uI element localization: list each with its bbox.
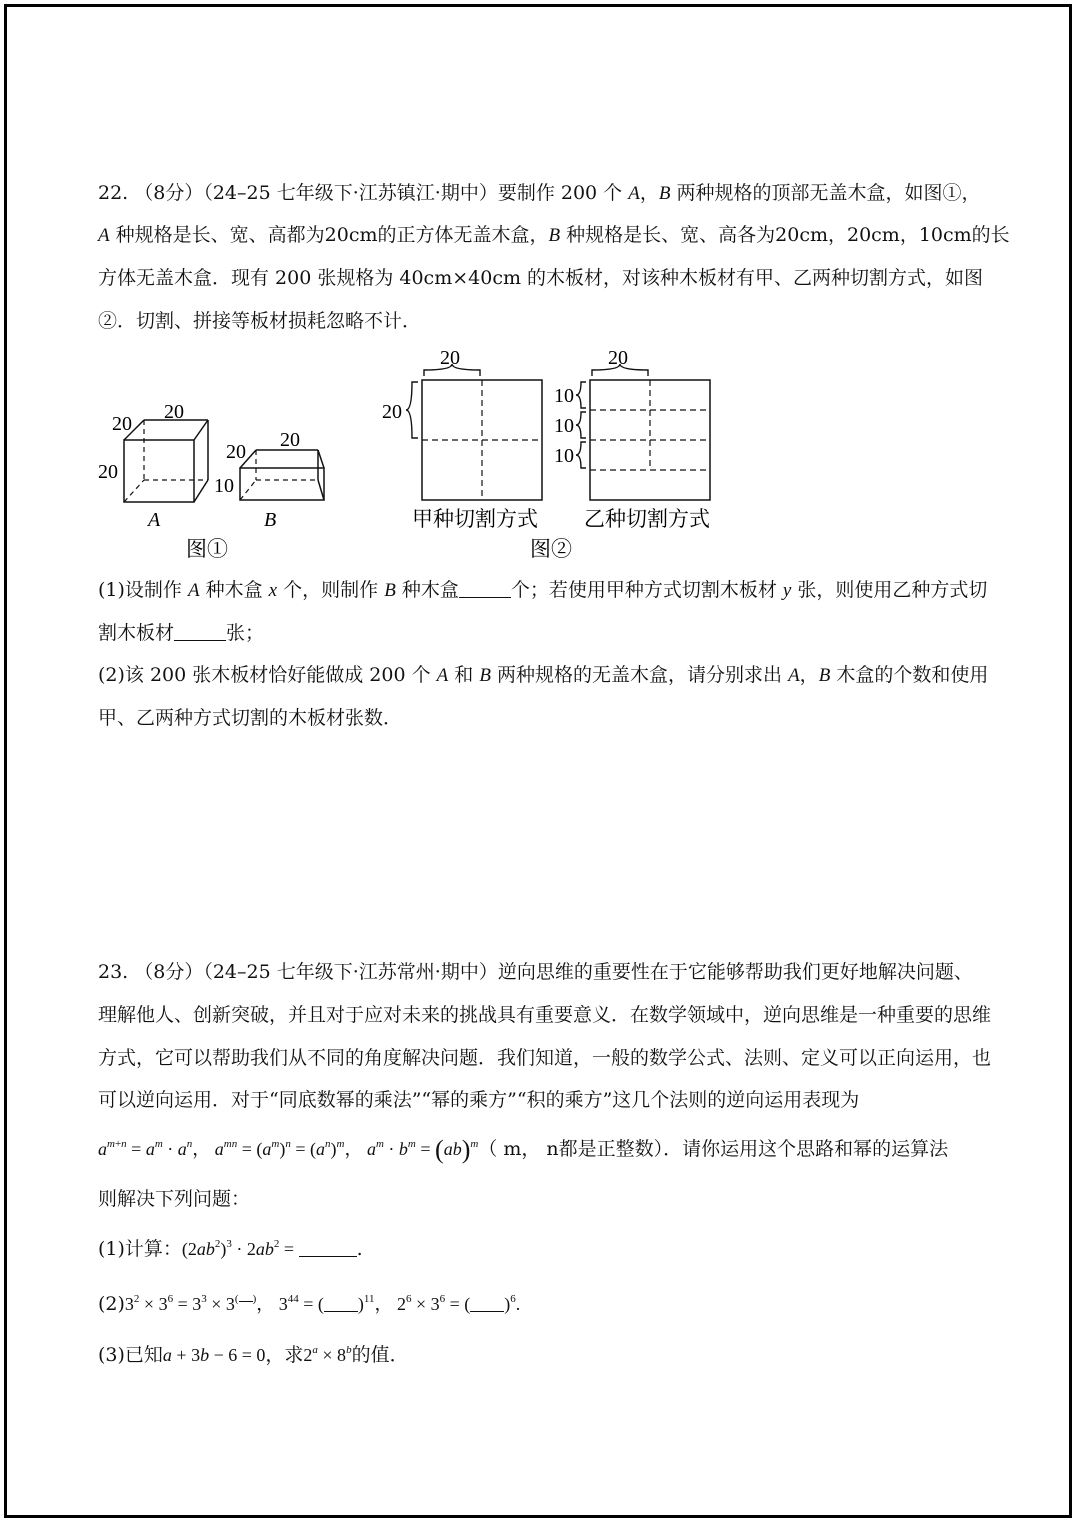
q23-line-3: 方式，它可以帮助我们从不同的角度解决问题．我们知道，一般的数学公式、法则、定义可以正向运用，也 xyxy=(98,1047,992,1069)
power-rules-formula: $a^{m+n} = a^m \cdot a^n$， $a^{mn} = (a^m)^n = (a^n)^m$， $a^m \cdot b^m = (ab)^m$ xyxy=(98,1135,479,1164)
box-b xyxy=(240,450,324,500)
answer-blank xyxy=(459,579,511,598)
q22-part-1-cont: 割木板材 张； xyxy=(98,622,265,644)
cube-a-top-label: 20 xyxy=(164,401,184,423)
jia-cut-board xyxy=(406,364,542,500)
q23-line-2: 理解他人、创新突破，并且对于应对未来的挑战具有重要意义．在数学领域中，逆向思维是一种重要的思维 xyxy=(98,1004,992,1026)
yi-caption: 乙种切割方式 xyxy=(584,507,710,531)
box-b-top-label: 20 xyxy=(280,429,300,451)
q23-part-1: (1)计算：$(2ab^2)^3 \cdot 2ab^2$ = . xyxy=(98,1238,363,1260)
jia-top-label: 20 xyxy=(440,347,460,369)
figure-2 xyxy=(376,342,736,568)
q22-part-2: (2)该 200 张木板材恰好能做成 200 个 A 和 B 两种规格的无盖木盒，请分别求出 A，B 木盒的个数和使用 xyxy=(98,664,989,686)
yi-cut-board xyxy=(576,364,710,500)
answer-blank xyxy=(324,1293,358,1312)
box-b-side-label: 20 xyxy=(226,441,246,463)
expr-1: $(2ab^2)^3 \cdot 2ab^2$ = xyxy=(181,1238,299,1259)
yi-seg2-label: 10 xyxy=(554,415,574,437)
jia-left-label: 20 xyxy=(382,401,402,423)
figure-2-caption: 图② xyxy=(530,537,572,561)
yi-seg3-label: 10 xyxy=(554,445,574,467)
q22-part-2-cont: 甲、乙两种方式切割的木板材张数． xyxy=(98,707,403,729)
q23-line-4: 可以逆向运用．对于“同底数幂的乘法”“幂的乘方”“积的乘方”这几个法则的逆向运用表现为 xyxy=(98,1089,860,1111)
jia-caption: 甲种切割方式 xyxy=(412,507,538,531)
expr-2: $3^2 \times 3^6 = 3^3 \times 3^{( )}$， $3^{44}$ = ( )$^{11}$， $2^6 \times 3^6$ = ( )$^6$. xyxy=(124,1293,521,1314)
q22-line-4: ②．切割、拼接等板材损耗忽略不计． xyxy=(98,310,422,332)
answer-blank xyxy=(470,1293,504,1312)
q22-line-2: A 种规格是长、宽、高都为20cm的正方体无盖木盒，B 种规格是长、宽、高各为20cm，20cm，10cm的长 xyxy=(98,224,1010,246)
q22-line-1: 22. （8分）（24–25 七年级下·江苏镇江·期中）要制作 200 个 A，B 两种规格的顶部无盖木盒，如图①， xyxy=(98,182,981,204)
box-b-height-label: 10 xyxy=(214,475,234,497)
cube-a-side-label: 20 xyxy=(112,413,132,435)
answer-blank xyxy=(299,1238,357,1257)
cube-a-height-label: 20 xyxy=(98,461,118,483)
q23-formula-line: $a^{m+n} = a^m \cdot a^n$， $a^{mn} = (a^m)^n = (a^n)^m$， $a^m \cdot b^m = (ab)^m$（ m， n都是正整数）．请你运用这个思路和幂的运算法 xyxy=(98,1135,949,1164)
q22-line-3: 方体无盖木盒．现有 200 张规格为 40cm×40cm 的木板材，对该种木板材有甲、乙两种切割方式，如图 xyxy=(98,267,984,289)
q23-part-3: (3)已知a + 3b − 6 = 0，求$2^a \times 8^b$的值． xyxy=(98,1344,409,1366)
cube-a xyxy=(124,420,208,502)
yi-seg1-label: 10 xyxy=(554,385,574,407)
q22-part-1: (1)设制作 A 种木盒 x 个，则制作 B 种木盒 个；若使用甲种方式切割木板材 y 张，则使用乙种方式切 xyxy=(98,579,988,601)
q23-line-1: 23. （8分）（24–25 七年级下·江苏常州·期中）逆向思维的重要性在于它能够帮助我们更好地解决问题、 xyxy=(98,961,973,983)
figure-1 xyxy=(92,392,352,568)
answer-blank xyxy=(174,622,226,641)
expr-3-target: $2^a \times 8^b$ xyxy=(303,1344,352,1365)
q23-part-2: $(2)3^2 \times 3^6 = 3^3 \times 3^{( )}$， $3^{44}$ = ( )$^{11}$， $2^6 \times 3^6$ = ( )$^6$. xyxy=(98,1293,521,1315)
cube-a-label: A xyxy=(148,509,161,531)
q23-line-6: 则解决下列问题： xyxy=(98,1188,251,1210)
box-b-label: B xyxy=(264,509,277,531)
figure-1-caption: 图① xyxy=(186,537,228,561)
yi-top-label: 20 xyxy=(608,347,628,369)
expr-3-condition: a + 3b − 6 = 0 xyxy=(162,1345,266,1365)
